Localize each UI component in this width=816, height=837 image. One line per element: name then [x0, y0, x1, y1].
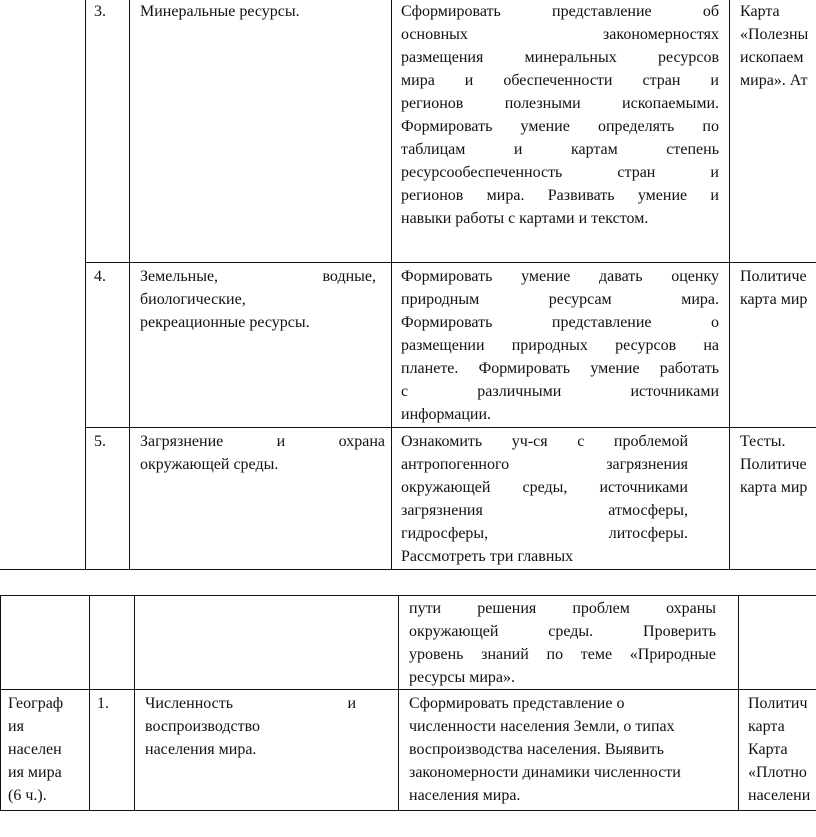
table-top-border: [391, 0, 392, 570]
table-bottom-border: [398, 595, 399, 811]
goal-cell: Формировать умение давать оценку природным ресурсам мира. Формировать представление о размещении природных ресурсов на планете. Формировать умение работать с различными источниками информации.: [401, 268, 719, 423]
table-bottom-border: [0, 595, 816, 596]
resource-cell: Политич карта Карта «Плотно населени: [748, 695, 811, 804]
table-top-border: [129, 0, 130, 570]
goal-cell: Сформировать представление об основных закономерностях размещения минеральных ресурсов мира и обеспеченности стран и регионов полезными ископаемыми. Формировать умение определять по таблицам и картам степень ресурсообеспеченность стран и регионов мира. Развивать умение и навыки работы с картами и текстом.: [401, 3, 719, 227]
table-bottom-border: [0, 689, 816, 690]
row-number: 5.: [94, 433, 106, 450]
topic-cell: Численность и воспроизводство населения мира.: [145, 695, 356, 758]
table-top-border: [85, 427, 816, 428]
table-top-border: [0, 569, 816, 570]
table-bottom-border: [0, 810, 816, 811]
table-bottom-border: [89, 595, 90, 811]
resource-cell: Политиче карта мир: [740, 268, 808, 308]
section-cell: Географ ия населен ия мира (6 ч.).: [8, 695, 64, 804]
row-number: 3.: [94, 3, 106, 20]
table-top-border: [85, 0, 86, 570]
table-top-border: [85, 262, 816, 263]
table-bottom-border: [0, 595, 1, 811]
table-bottom-border: [134, 595, 135, 811]
resource-cell: Карта «Полезны ископаем мира». Ат: [740, 3, 809, 89]
topic-cell: Загрязнение и охрана окружающей среды.: [140, 433, 385, 473]
resource-cell: Тесты. Политиче карта мир: [740, 433, 808, 496]
topic-cell: Минеральные ресурсы.: [140, 3, 300, 20]
goal-continuation-cell: пути решения проблем охраны окружающей среды. Проверить уровень знаний по теме «Природные ресурсы мира».: [409, 600, 716, 686]
row-number: 1.: [97, 695, 109, 712]
table-bottom-border: [738, 595, 739, 811]
row-number: 4.: [94, 268, 106, 285]
table-top-border: [729, 0, 730, 570]
topic-cell: Земельные, водные, биологические, рекреационные ресурсы.: [140, 268, 376, 331]
goal-cell: Сформировать представление о численности населения Земли, о типах воспроизводства населения. Выявить закономерности динамики численности населения мира.: [409, 695, 681, 804]
goal-cell: Ознакомить уч-ся с проблемой антропогенного загрязнения окружающей среды, источниками загрязнения атмосферы, гидросферы, литосферы. Рассмотреть три главных: [401, 433, 688, 565]
